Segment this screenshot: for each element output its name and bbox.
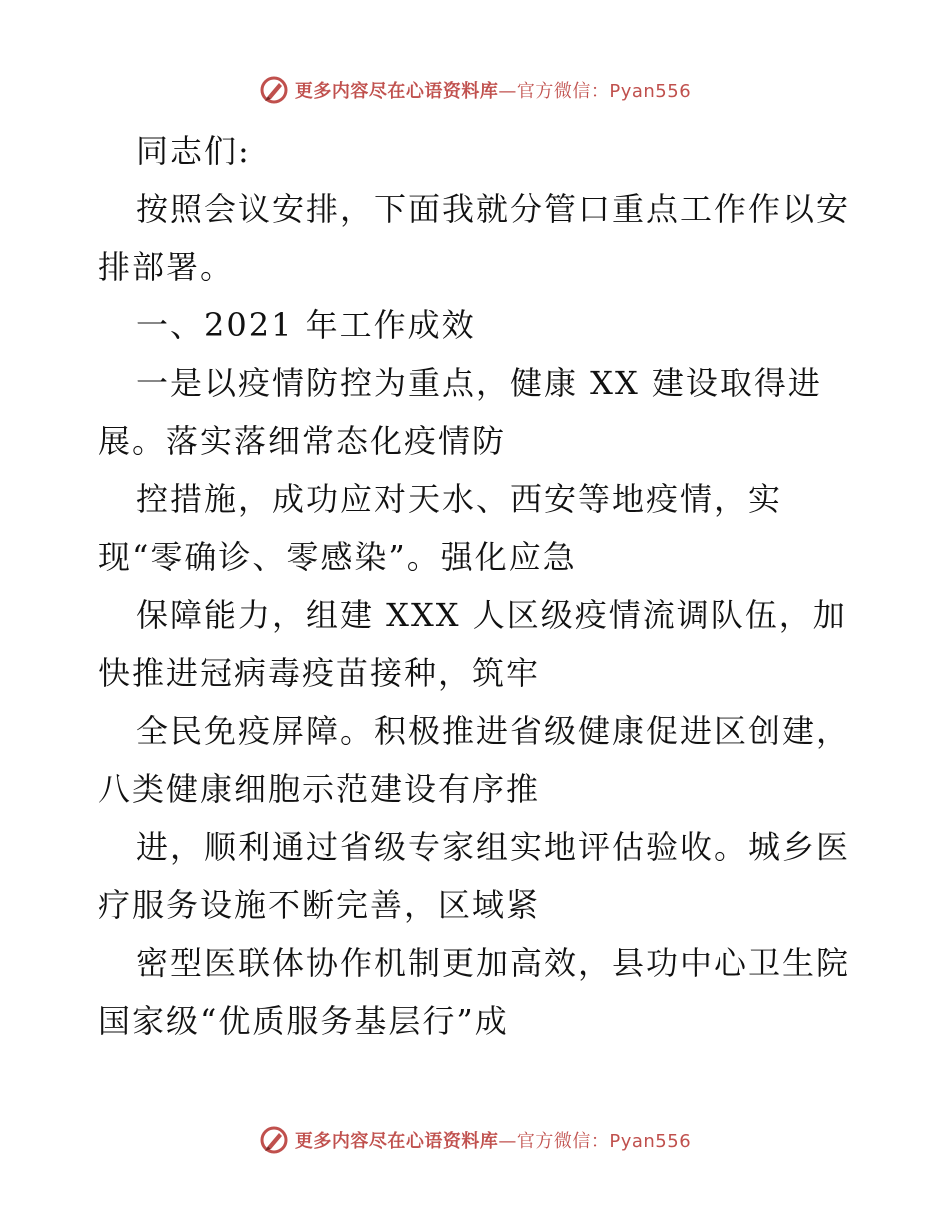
watermark-separator: — xyxy=(498,1131,517,1152)
paragraph-line: 一是以疫情防控为重点，健康 XX 建设取得进 xyxy=(136,364,822,402)
watermark-label: 官方微信： xyxy=(516,81,610,102)
paragraph-line: 排部署。 xyxy=(98,248,235,286)
paragraph-line: 按照会议安排，下面我就分管口重点工作作以安 xyxy=(136,190,851,228)
salutation: 同志们: xyxy=(136,132,251,170)
paragraph-line: 国家级“优质服务基层行”成 xyxy=(98,1002,509,1040)
paragraph-line: 控措施，成功应对天水、西安等地疫情，实 xyxy=(136,480,783,518)
watermark-label: 官方微信： xyxy=(516,1131,610,1152)
watermark-account: Pyan556 xyxy=(609,1131,692,1152)
header-watermark xyxy=(0,70,950,110)
watermark-site: 更多内容尽在心语资料库 xyxy=(294,81,499,102)
section-heading: 一、2021 年工作成效 xyxy=(136,306,476,344)
watermark-account: Pyan556 xyxy=(609,81,692,102)
paragraph-line: 现“零确诊、零感染”。强化应急 xyxy=(98,538,577,576)
footer-watermark xyxy=(0,1120,950,1160)
watermark-separator: — xyxy=(498,81,517,102)
pen-logo-icon xyxy=(259,75,289,105)
document-body xyxy=(98,122,858,1050)
watermark-text xyxy=(295,77,691,103)
paragraph-line: 展。落实落细常态化疫情防 xyxy=(98,422,507,460)
watermark-text xyxy=(295,1127,691,1153)
paragraph-line: 全民免疫屏障。积极推进省级健康促进区创建， xyxy=(136,712,851,750)
paragraph-line: 保障能力，组建 XXX 人区级疫情流调队伍，加 xyxy=(136,596,847,634)
watermark-site: 更多内容尽在心语资料库 xyxy=(294,1131,499,1152)
paragraph-line: 快推进冠病毒疫苗接种，筑牢 xyxy=(98,654,541,692)
paragraph-line: 密型医联体协作机制更加高效，县功中心卫生院 xyxy=(136,944,851,982)
paragraph-line: 八类健康细胞示范建设有序推 xyxy=(98,770,541,808)
paragraph-line: 进，顺利通过省级专家组实地评估验收。城乡医 xyxy=(136,828,851,866)
paragraph-line: 疗服务设施不断完善，区域紧 xyxy=(98,886,541,924)
pen-logo-icon xyxy=(259,1125,289,1155)
